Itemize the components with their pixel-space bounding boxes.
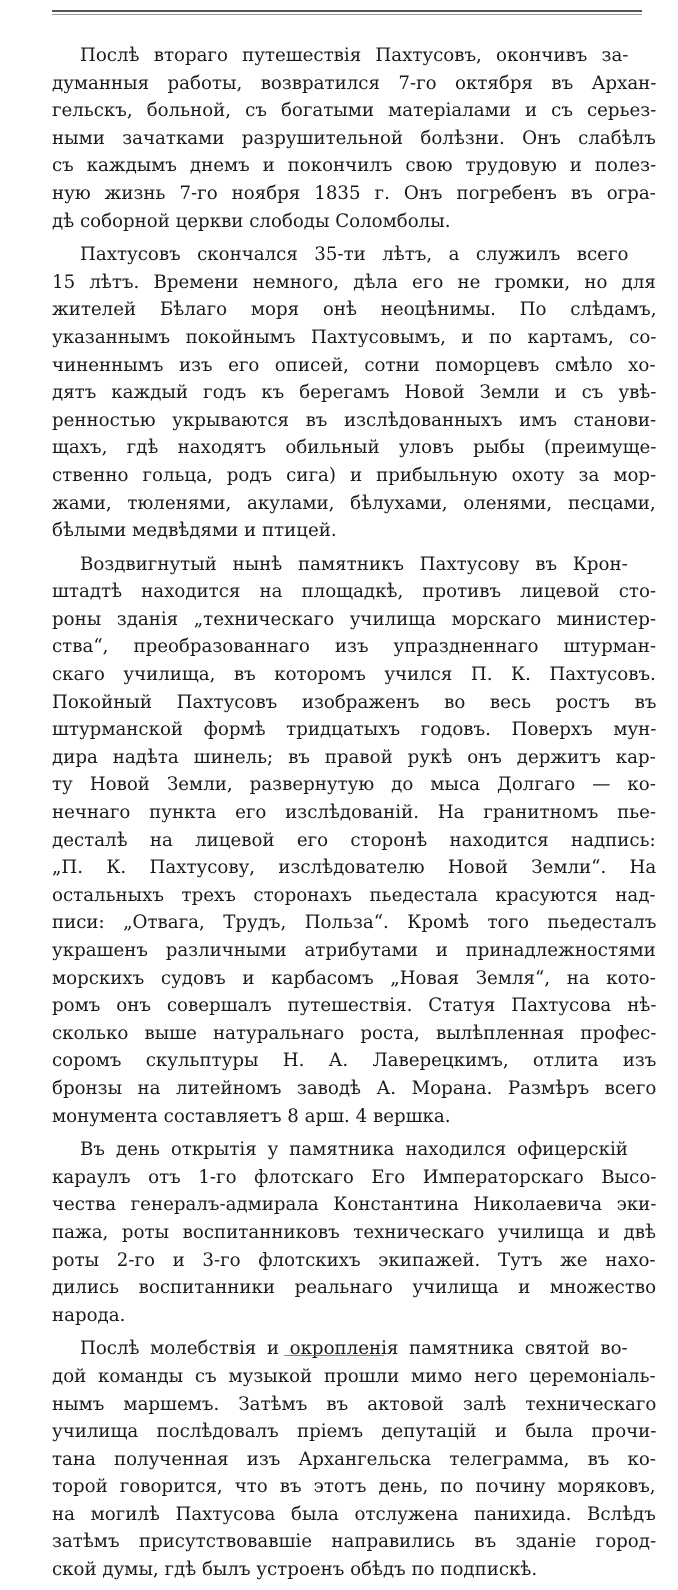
paragraph [52,1335,656,1583]
text-line: бѣлыми медвѣдями и птицей. [52,520,337,542]
text-line: штадтѣ находится на площадкѣ, противъ лицевой сто- [52,581,657,603]
text-line: чиненнымъ изъ его описей, сотни поморцевъ смѣло хо- [52,354,656,376]
text-line: пажа, роты воспитанниковъ техническаго училища и двѣ [52,1221,656,1243]
text-line: училища послѣдовалъ пріемъ депутацій и была прочи- [52,1421,657,1443]
text-line: дятъ каждый годъ къ берегамъ Новой Земли и съ увѣ- [52,382,657,404]
text-line: 15 лѣтъ. Времени немного, дѣла его не громки, но для [52,271,656,293]
text-line: соромъ скульптуры Н. А. Лаверецкимъ, отлита изъ [52,1050,657,1072]
text-line: ромъ онъ совершалъ путешествія. Статуя Пахтусова нѣ- [52,995,657,1017]
text-line: украшенъ различными атрибутами и принадлежностями [52,940,656,961]
text-line: остальныхъ трехъ сторонахъ пьедестала красуются над- [52,884,656,906]
text-line: указаннымъ покойнымъ Пахтусовымъ, и по картамъ, со- [52,326,657,348]
text-line: народа. [52,1304,126,1326]
text-line: Пахтусовъ скончался 35-ти лѣтъ, а служилъ всего [80,244,629,266]
text-line: десталѣ на лицевой его сторонѣ находится надпись: [52,829,656,851]
text-line: думанныя работы, возвратился 7-го октября въ Архан- [52,72,657,94]
paragraph [52,551,656,1130]
text-line: морскихъ судовъ и карбасомъ „Новая Земля“, на кото- [52,967,656,989]
text-line: чества генералъ-адмирала Константина Николаевича эки- [52,1194,657,1216]
paragraph [52,1136,656,1329]
text-line: сколько выше натуральнаго роста, вылѣпленная профес- [52,1022,657,1044]
text-line: монумента составляетъ 8 арш. 4 вершка. [52,1105,451,1127]
paragraph [52,42,656,235]
text-line: торой говорится, что въ этотъ день, по почину моряковъ, [52,1476,656,1498]
paragraph [52,241,656,545]
text-line: нечнаго пункта его изслѣдованій. На гранитномъ пье- [52,802,657,824]
text-line: Покойный Пахтусовъ изображенъ во весь ростъ въ [52,691,657,713]
text-line: скаго училища, въ которомъ учился П. К. Пахтусовъ. [52,664,656,686]
text-line: караулъ отъ 1-го флотскаго Его Императорскаго Высо- [52,1166,657,1188]
text-line: ской думы, гдѣ былъ устроенъ обѣдъ по подпискѣ. [52,1559,538,1581]
text-line: дились воспитанники реальнаго училища и множество [52,1277,657,1299]
text-line: бронзы на литейномъ заводѣ А. Морана. Размѣръ всего [52,1077,657,1099]
text-line: жами, тюленями, акулами, бѣлухами, оленями, песцами, [52,492,656,514]
text-line: съ каждымъ днемъ и покончилъ свою трудовую и полез- [52,155,657,177]
text-line: ства“, преобразованнаго изъ упраздненнаго штурман- [52,636,657,658]
text-line: на могилѣ Пахтусова была отслужена панихида. Вслѣдъ [52,1503,656,1525]
text-line: затѣмъ присутствовавшіе направились въ зданіе город- [52,1531,657,1553]
text-line: ную жизнь 7-го ноября 1835 г. Онъ погребенъ въ огра- [52,182,656,204]
text-line: дира надѣта шинель; въ правой рукѣ онъ держитъ кар- [52,746,656,768]
text-line: ственно гольца, родъ сига) и прибыльную охоту за мор- [52,464,657,486]
text-line: роты 2-го и 3-го флотскихъ экипажей. Тутъ же нахо- [52,1249,656,1271]
text-line: штурманской формѣ тридцатыхъ годовъ. Поверхъ мун- [52,719,657,741]
text-line: гельскъ, больной, съ богатыми матеріалами и съ серьез- [52,100,657,122]
text-line: Послѣ втораго путешествія Пахтусовъ, окончивъ за- [80,45,629,66]
text-line: Въ день открытія у памятника находился офицерскій [80,1139,628,1161]
text-line: роны зданія „техническаго училища морскаго министер- [52,608,657,630]
text-line: тана полученная изъ Архангельска телеграмма, въ ко- [52,1448,656,1470]
text-line: Воздвигнутый нынѣ памятникъ Пахтусову въ Крон- [80,553,628,575]
text-line: дѣ соборной церкви слободы Соломболы. [52,210,451,232]
text-line: жителей Бѣлаго моря онѣ неоцѣнимы. По слѣдамъ, [52,299,657,321]
text-line: дой команды съ музыкой прошли мимо него церемоніаль- [52,1365,656,1387]
bottom-rule [284,1355,384,1356]
text-line: Послѣ молебствія и окропленія памятника святой во- [80,1338,628,1360]
body-text [52,42,656,1590]
text-line: щахъ, гдѣ находятъ обильный уловъ рыбы (преимуще- [52,437,657,459]
top-rule [52,10,642,12]
text-line: ту Новой Земли, развернутую до мыса Долгаго — ко- [52,774,656,796]
text-line: ренностью укрываются въ изслѣдованныхъ имъ станови- [52,409,657,431]
text-line: нымъ маршемъ. Затѣмъ въ актовой залѣ техническаго [52,1393,657,1415]
text-line: ными зачатками разрушительной болѣзни. Онъ слабѣлъ [52,127,656,149]
text-line: „П. К. Пахтусову, изслѣдователю Новой Земли“. На [52,857,657,879]
text-line: писи: „Отвага, Трудъ, Польза“. Кромѣ того пьедесталъ [52,912,657,934]
